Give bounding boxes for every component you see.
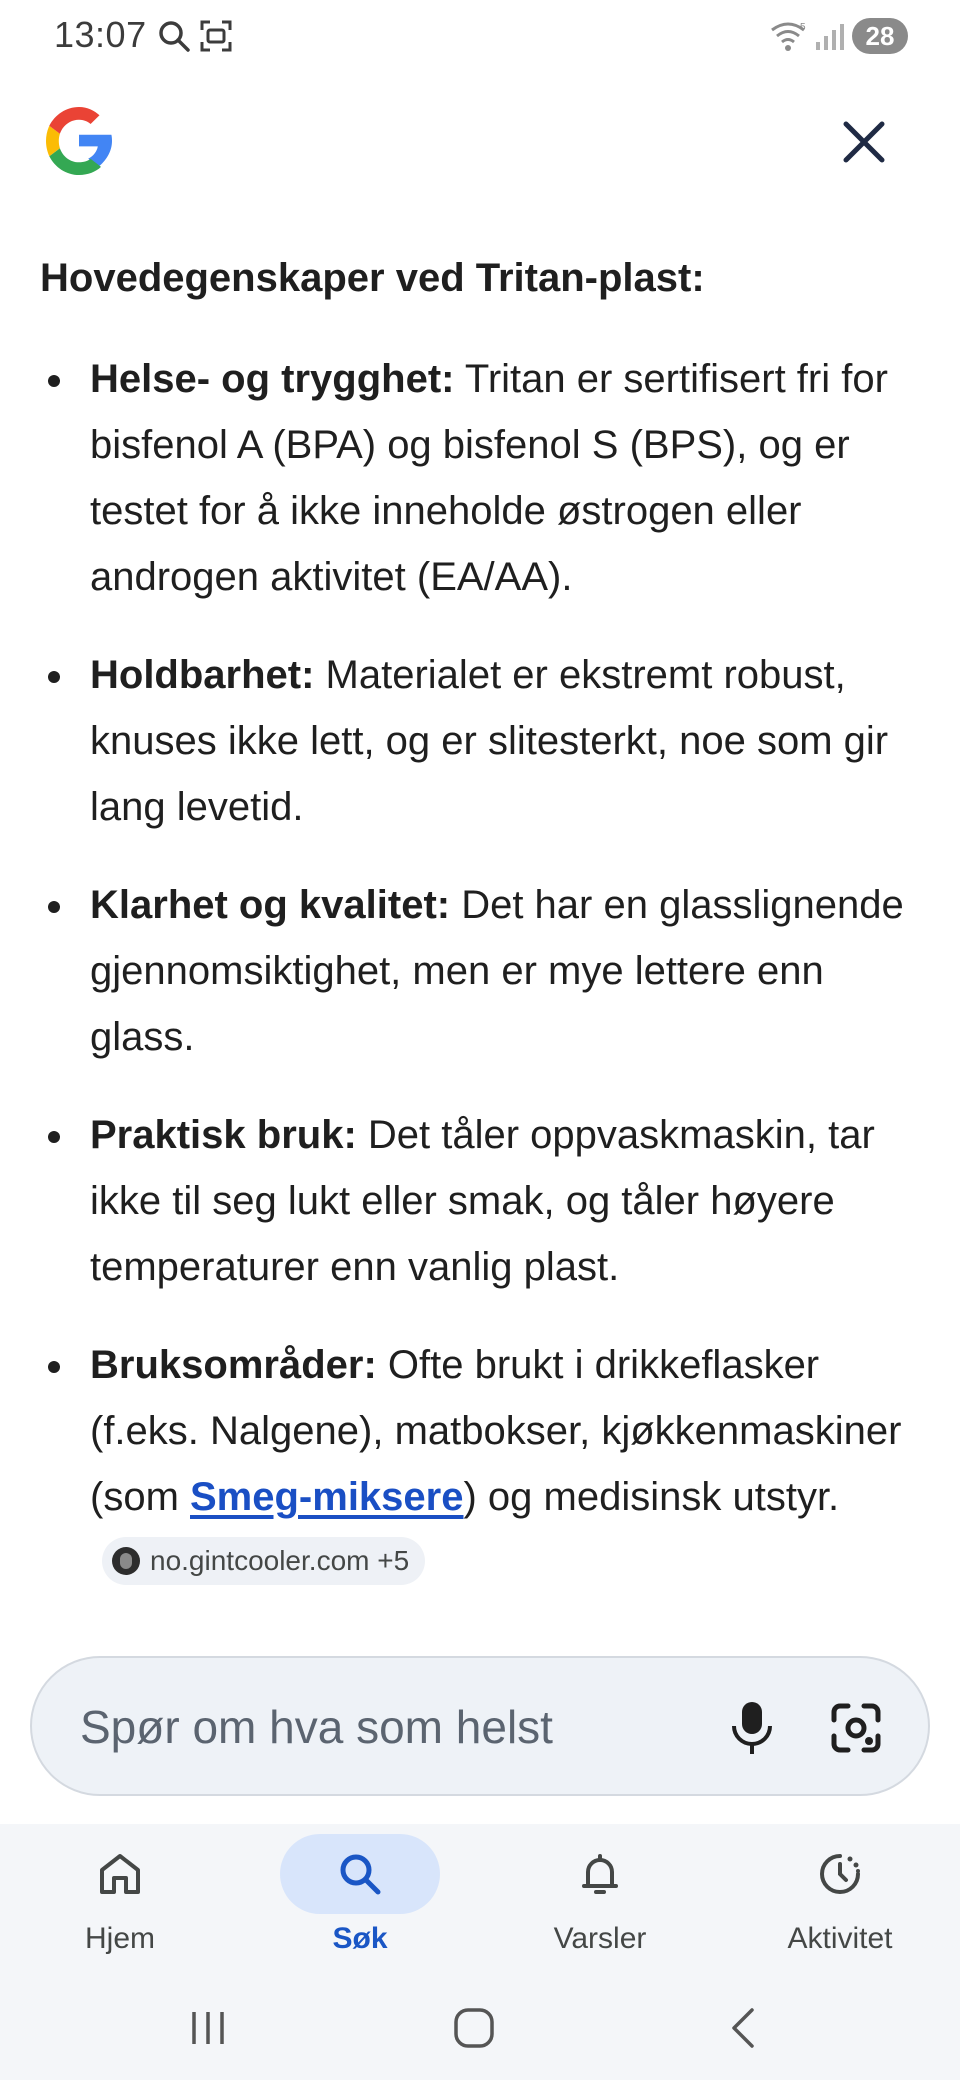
battery-icon: 28 xyxy=(852,18,908,54)
bell-icon xyxy=(576,1850,624,1898)
close-button[interactable] xyxy=(836,114,892,170)
list-item xyxy=(40,1332,920,1596)
bullet-title: Klarhet og kvalitet: xyxy=(90,883,451,927)
nav-label: Varsler xyxy=(553,1922,647,1955)
close-icon xyxy=(842,120,886,164)
bullet-text: Materialet er ekstremt robust, knuses ikke lett, og er slitesterkt, noe som gir lang levetid. xyxy=(90,653,889,829)
nav-item-search[interactable] xyxy=(260,1834,460,1974)
nav-icon-wrap xyxy=(280,1834,440,1914)
nav-icon-wrap xyxy=(520,1834,680,1914)
search-input[interactable] xyxy=(80,1694,640,1760)
smeg-link[interactable]: Smeg-miksere xyxy=(190,1475,464,1519)
microphone-icon xyxy=(730,1700,774,1756)
search-bar xyxy=(30,1656,930,1796)
list-item xyxy=(40,642,920,840)
home-icon xyxy=(96,1850,144,1898)
bullet-text: Det tåler oppvaskmaskin, tar ikke til seg lukt eller smak, og tåler høyere temperaturer enn vanlig plast. xyxy=(90,1113,875,1289)
source-chip[interactable] xyxy=(102,1537,425,1585)
activity-icon xyxy=(816,1850,864,1898)
google-lens-icon xyxy=(830,1702,882,1754)
nav-label: Søk xyxy=(332,1922,388,1955)
nav-item-activity[interactable] xyxy=(740,1834,940,1974)
bottom-navigation xyxy=(0,1824,960,1978)
answer-content xyxy=(40,252,920,1628)
home-button-icon xyxy=(450,2004,498,2052)
nav-item-notifications[interactable] xyxy=(500,1834,700,1974)
section-heading: Hovedegenskaper ved Tritan-plast: xyxy=(40,256,705,300)
back-icon xyxy=(722,2006,766,2050)
list-item xyxy=(40,346,920,610)
nav-item-home[interactable] xyxy=(20,1834,220,1974)
recent-apps-button[interactable] xyxy=(168,1998,248,2058)
signal-icon xyxy=(814,18,846,59)
feature-list xyxy=(40,346,920,1596)
bullet-title: Praktisk bruk: xyxy=(90,1113,357,1157)
lens-button[interactable] xyxy=(824,1696,888,1760)
home-system-button[interactable] xyxy=(434,1998,514,2058)
search-icon xyxy=(336,1850,384,1898)
bullet-text: ) og medisinsk utstyr. xyxy=(463,1475,840,1519)
source-favicon-icon xyxy=(112,1547,140,1575)
wifi-icon xyxy=(768,18,812,59)
bullet-title: Bruksområder: xyxy=(90,1343,377,1387)
source-chip-label: no.gintcooler.com +5 xyxy=(150,1545,410,1577)
search-icon xyxy=(156,18,192,59)
bullet-title: Helse- og trygghet: xyxy=(90,357,455,401)
status-time: 13:07 xyxy=(54,14,147,55)
list-item xyxy=(40,872,920,1070)
bullet-text: Tritan er sertifisert fri for bisfenol A (BPA) og bisfenol S (BPS), og er testet for å ikke inneholde østrogen eller androgen aktivitet (EA/AA). xyxy=(90,357,888,599)
nav-label: Hjem xyxy=(84,1922,155,1955)
list-item xyxy=(40,1102,920,1300)
nav-icon-wrap xyxy=(760,1834,920,1914)
nav-label: Aktivitet xyxy=(787,1922,893,1955)
svg-text:5: 5 xyxy=(800,22,806,33)
back-button[interactable] xyxy=(704,1998,784,2058)
nav-icon-wrap xyxy=(40,1834,200,1914)
bullet-title: Holdbarhet: xyxy=(90,653,315,697)
screenshot-icon xyxy=(198,18,234,59)
bullet-text: Ofte brukt i drikkeflasker (f.eks. Nalgene), matbokser, kjøkkenmaskiner (som xyxy=(90,1343,902,1519)
status-bar xyxy=(0,0,960,72)
voice-search-button[interactable] xyxy=(720,1696,784,1760)
google-g-logo xyxy=(38,100,120,182)
recent-apps-icon xyxy=(186,2006,230,2050)
bullet-text: Det har en glasslignende gjennomsiktighet, men er mye lettere enn glass. xyxy=(90,883,904,1059)
system-navigation xyxy=(0,1978,960,2080)
